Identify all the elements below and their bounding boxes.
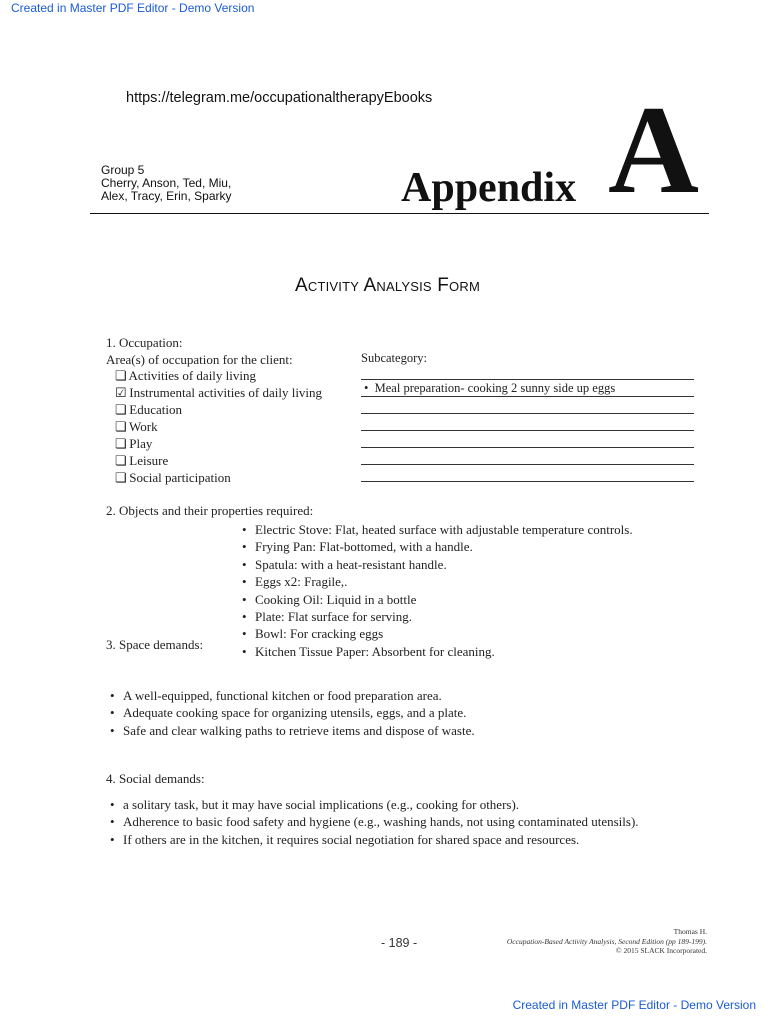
checkbox-social-participation[interactable] [115, 469, 322, 486]
checkbox-label: Instrumental activities of daily living [129, 385, 323, 400]
checkbox-label: Education [129, 402, 182, 417]
list-item: • A well-equipped, functional kitchen or food preparation area. [107, 687, 475, 704]
list-item: • Eggs x2: Fragile,. [239, 573, 633, 590]
group-info [101, 164, 231, 203]
checkbox-work[interactable] [115, 418, 322, 435]
checkbox-label: Activities of daily living [128, 368, 257, 383]
checkbox-empty-icon: ❏ [115, 436, 127, 451]
appendix-letter: A [608, 81, 699, 220]
list-item: • a solitary task, but it may have social implications (e.g., cooking for others). [107, 796, 639, 813]
watermark-top: Created in Master PDF Editor - Demo Version [11, 1, 255, 15]
form-title: Activity Analysis Form [295, 275, 480, 296]
objects-list [239, 521, 633, 660]
areas-label: Area(s) of occupation for the client: [106, 352, 293, 367]
section1-heading: 1. Occupation: [106, 335, 183, 350]
subcategory-line [361, 396, 694, 397]
checkbox-empty-icon: ❏ [115, 419, 127, 434]
occupation-checklist [115, 367, 322, 486]
list-item: • Kitchen Tissue Paper: Absorbent for cleaning. [239, 643, 633, 660]
list-item: • If others are in the kitchen, it requires social negotiation for shared space and resources. [107, 831, 639, 848]
group-line: Alex, Tracy, Erin, Sparky [101, 189, 232, 203]
checkbox-play[interactable] [115, 435, 322, 452]
checkbox-empty-icon: ❏ [115, 470, 127, 485]
checkbox-label: Play [129, 436, 153, 451]
citation-author: Thomas H. [673, 927, 707, 936]
subcategory-line [361, 413, 694, 414]
list-item: • Frying Pan: Flat-bottomed, with a handle. [239, 538, 633, 555]
checkbox-label: Leisure [129, 453, 169, 468]
list-item: • Spatula: with a heat-resistant handle. [239, 556, 633, 573]
list-item: • Adherence to basic food safety and hygiene (e.g., washing hands, not using contaminated utensils). [107, 813, 639, 830]
checkbox-empty-icon: ❏ [115, 368, 127, 383]
checkbox-label: Social participation [129, 470, 231, 485]
checkbox-adl[interactable] [115, 367, 322, 384]
checkbox-empty-icon: ❏ [115, 453, 127, 468]
watermark-bottom: Created in Master PDF Editor - Demo Version [512, 998, 756, 1012]
group-line: Cherry, Anson, Ted, Miu, [101, 176, 232, 190]
subcategory-entry[interactable] [364, 381, 615, 396]
citation-copyright: © 2015 SLACK Incorporated. [615, 946, 707, 955]
subcategory-entry-text: Meal preparation- cooking 2 sunny side up eggs [374, 381, 616, 395]
subcategory-line [361, 430, 694, 431]
checkbox-label: Work [129, 419, 158, 434]
citation-book: Occupation-Based Activity Analysis, Second Edition (pp 189-199). [506, 936, 707, 946]
list-item: • Plate: Flat surface for serving. [239, 608, 633, 625]
telegram-url[interactable]: https://telegram.me/occupationaltherapyEbooks [126, 90, 433, 106]
subcategory-line [361, 481, 694, 482]
section2-heading: 2. Objects and their properties required: [106, 503, 314, 518]
list-item: • Safe and clear walking paths to retrieve items and dispose of waste. [107, 722, 475, 739]
citation [507, 927, 707, 956]
page-number: - 189 - [381, 936, 418, 950]
subcategory-line [361, 447, 694, 448]
space-demands-list [107, 687, 475, 739]
subcategory-label: Subcategory: [361, 351, 427, 365]
appendix-word: Appendix [401, 165, 577, 211]
checkbox-education[interactable] [115, 401, 322, 418]
checkbox-leisure[interactable] [115, 452, 322, 469]
group-line: Group 5 [101, 163, 145, 177]
checkbox-checked-icon: ☑ [115, 385, 127, 400]
checkbox-empty-icon: ❏ [115, 402, 127, 417]
header-rule [90, 213, 709, 214]
list-item: • Adequate cooking space for organizing utensils, eggs, and a plate. [107, 704, 475, 721]
list-item: • Bowl: For cracking eggs [239, 625, 633, 642]
bullet-icon: • [364, 381, 369, 395]
checkbox-iadl[interactable] [115, 384, 322, 401]
section4-heading: 4. Social demands: [106, 771, 205, 786]
section3-heading: 3. Space demands: [106, 637, 204, 652]
list-item: • Cooking Oil: Liquid in a bottle [239, 591, 633, 608]
subcategory-line [361, 464, 694, 465]
subcategory-line [361, 379, 694, 380]
list-item: • Electric Stove: Flat, heated surface with adjustable temperature controls. [239, 521, 633, 538]
social-demands-list [107, 796, 639, 848]
